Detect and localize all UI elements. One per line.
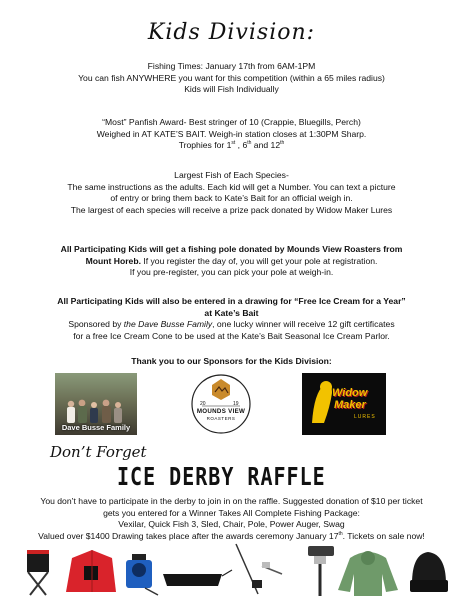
- ice-cream-text-a: All Participating Kids will also be entered in a drawing for: [57, 296, 295, 306]
- largest-fish-line-3: of entry or bring them back to Kate’s Bait for an official weigh in.: [110, 193, 353, 204]
- panfish-award-block: [4, 117, 459, 152]
- dont-forget-heading: Don’t Forget: [50, 443, 147, 461]
- largest-fish-line-2: The same instructions as the adults. Each kid will get a Number. You can text a picture: [67, 181, 396, 192]
- sled-icon: [163, 570, 232, 586]
- mounds-view-logo: [188, 373, 254, 435]
- maker-word: Maker: [334, 399, 366, 411]
- rod-icon: [236, 544, 282, 594]
- ice-cream-line-3: [4, 319, 459, 331]
- mounds-year-left: 20: [200, 401, 206, 407]
- raffle-details-block: [4, 496, 459, 542]
- weigh-in-line: Weighed in AT KATE’S BAIT. Weigh-in station closes at 1:30PM Sharp.: [96, 128, 367, 139]
- raffle-line-2: gets you entered for a Winner Takes All Complete Fishing Package:: [103, 507, 360, 518]
- trophies-text-b: , 6: [235, 140, 248, 151]
- family-people-icon: [63, 397, 129, 423]
- ice-cream-line-4: for a free Ice Cream Cone to be used at the Kate’s Bait Seasonal Ice Cream Parlor.: [73, 330, 390, 341]
- fishing-pole-block: [4, 244, 459, 279]
- beanie-icon: [410, 552, 448, 592]
- sponsored-by-text: Sponsored by: [68, 319, 124, 330]
- hoodie-icon: [338, 551, 398, 596]
- lures-word: LURES: [354, 414, 376, 420]
- register-day-text: If you register the day of, you will get your pole at registration.: [140, 255, 378, 266]
- mounds-year-right: 19: [233, 401, 239, 407]
- ice-cream-text-b: “Free Ice Cream for a Year”: [294, 296, 406, 306]
- auger-icon: [308, 546, 334, 596]
- fish-individually-line: Kids will Fish Individually: [184, 84, 279, 95]
- panfish-line: “Most” Panfish Award- Best stringer of 10 (Crappie, Bluegills, Perch): [102, 117, 361, 127]
- mounds-view-badge-icon: [188, 373, 254, 435]
- mount-horeb-text: Mount Horeb.: [85, 255, 141, 266]
- fishing-pole-line-2: [4, 256, 459, 268]
- page-title: Kids Division:: [147, 20, 316, 45]
- raffle-line-4-b: . Tickets on sale now!: [342, 530, 425, 541]
- chair-icon: [27, 550, 49, 595]
- raffle-line-3: Vexilar, Quick Fish 3, Sled, Chair, Pole, Power Auger, Swag: [118, 519, 345, 530]
- trophies-sup-3: th: [280, 140, 285, 147]
- vexilar-icon: [126, 554, 158, 595]
- prize-images-row: [0, 540, 463, 596]
- ice-cream-line-1: [4, 296, 459, 308]
- widow-word: Widow: [332, 387, 368, 399]
- mounds-name: MOUNDS VIEW: [196, 408, 246, 415]
- fishing-pole-line-3: If you pre-register, you can pick your pole at weigh-in.: [129, 267, 334, 278]
- busse-family-text: the Dave Busse Family: [123, 319, 213, 330]
- shelter-icon: [66, 550, 116, 592]
- largest-fish-line-4: The largest of each species will receive a prize pack donated by Widow Maker Lures: [70, 204, 393, 215]
- mounds-sub: ROASTERS: [206, 416, 236, 421]
- trophies-line: [4, 140, 459, 152]
- trophies-text-c: and 12: [251, 140, 281, 151]
- sponsors-heading: Thank you to our Sponsors for the Kids Division:: [131, 356, 332, 366]
- raffle-line-4-a: Valued over $1400 Drawing takes place after the awards ceremony January 17: [38, 530, 339, 541]
- raffle-line-4-sup: th: [338, 530, 343, 537]
- ice-cream-line-2: at Kate’s Bait: [204, 307, 259, 318]
- trophies-sup-2: th: [247, 140, 252, 147]
- gift-cert-text: , one lucky winner will receive 12 gift certificates: [212, 319, 395, 330]
- widow-maker-logo: [302, 373, 386, 435]
- trophies-text-a: Trophies for 1: [178, 140, 232, 151]
- busse-family-photo: [55, 373, 137, 435]
- fishing-times-block: [4, 61, 459, 96]
- trophies-sup-1: st: [231, 140, 236, 147]
- raffle-line-1: You don’t have to participate in the derby to join in on the raffle. Suggested donation of $10 per ticket: [40, 496, 423, 506]
- ice-cream-block: [4, 296, 459, 342]
- fishing-pole-line-1: All Participating Kids will get a fishing pole donated by Mounds View Roasters from: [60, 244, 403, 254]
- fishing-times-line: Fishing Times: January 17th from 6AM-1PM: [147, 61, 316, 71]
- family-caption: Dave Busse Family: [61, 423, 131, 432]
- fishing-area-line: You can fish ANYWHERE you want for this competition (within a 65 miles radius): [78, 72, 385, 83]
- largest-fish-block: [4, 170, 459, 216]
- largest-fish-heading: Largest Fish of Each Species-: [174, 170, 289, 180]
- raffle-title: ICE DERBY RAFFLE: [117, 461, 326, 491]
